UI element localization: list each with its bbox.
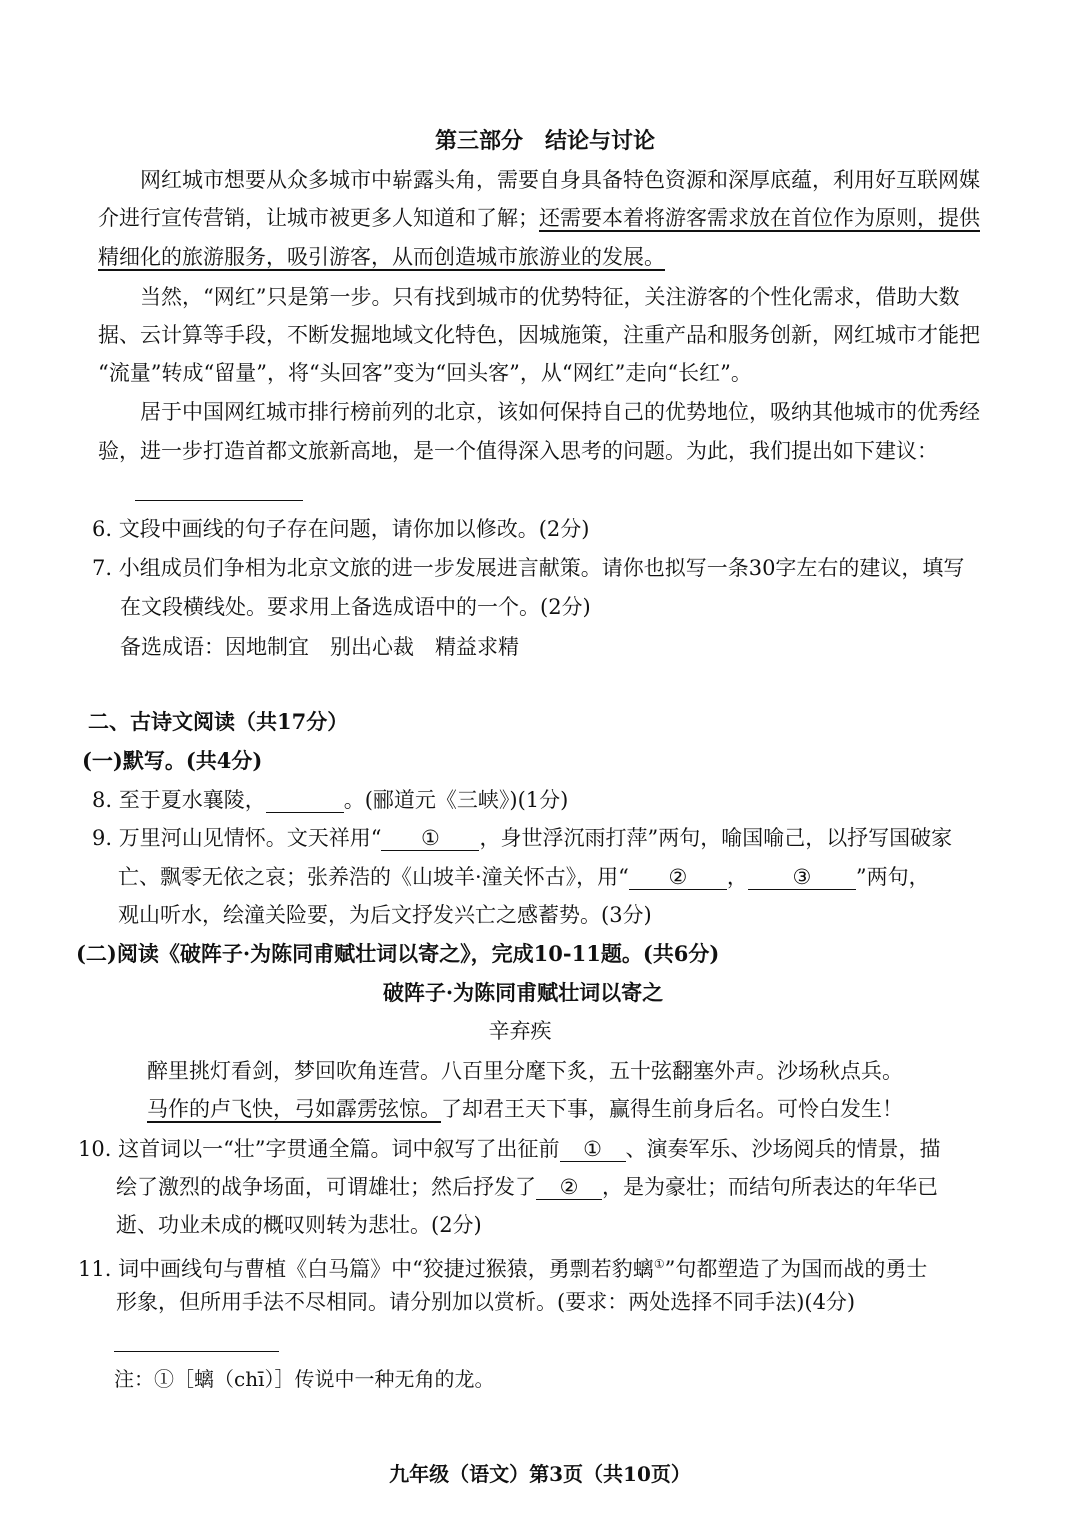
question-7-line-2: 在文段横线处。要求用上备选成语中的一个。(2分) (120, 595, 591, 619)
question-8-prefix: 8. 至于夏水襄陵， (92, 788, 266, 812)
paragraph-2-line-1: 当然，“网红”只是第一步。只有找到城市的优势特征，关注游客的个性化需求，借助大数 (140, 285, 960, 309)
underlined-sentence-part-2: 精细化的旅游服务，吸引游客，从而创造城市旅游业的发展。 (98, 245, 665, 269)
question-10-l2-prefix: 绘了激烈的战争场面，可谓雄壮；然后抒发了 (116, 1175, 536, 1199)
question-9-blank-3[interactable]: ③ (748, 865, 856, 890)
question-8 (92, 785, 568, 815)
section-2-title: 二、古诗文阅读（共17分） (88, 709, 349, 734)
footnote-marker: ① (653, 1257, 665, 1271)
poem-line-1: 醉里挑灯看剑，梦回吹角连营。八百里分麾下炙，五十弦翻塞外声。沙场秋点兵。 (147, 1059, 903, 1083)
paragraph-1-line-1: 网红城市想要从众多城市中崭露头角，需要自身具备特色资源和深厚底蕴，利用好互联网媒 (140, 168, 980, 192)
footnote-divider (114, 1351, 279, 1352)
question-9-separator: ， (726, 865, 748, 889)
question-7-idioms: 备选成语：因地制宜 别出心裁 精益求精 (120, 635, 519, 659)
question-6: 6. 文段中画线的句子存在问题，请你加以修改。(2分) (92, 517, 590, 541)
question-10-line-2 (116, 1172, 938, 1202)
question-9-l2-suffix: ”两句， (855, 865, 930, 889)
underlined-sentence-part-1: 还需要本着将游客需求放在首位作为原则，提供 (539, 206, 980, 230)
question-11-l1-suffix: ”句都塑造了为国而战的勇士 (664, 1257, 928, 1281)
question-10-blank-2[interactable]: ② (536, 1175, 602, 1200)
page-footer: 九年级（语文）第3页（共10页） (389, 1462, 691, 1486)
question-8-suffix: 。(郦道元《三峡》)(1分) (343, 788, 569, 812)
question-10-l2-suffix: ，是为豪壮；而结句所表达的年华已 (602, 1175, 938, 1199)
paragraph-3-line-1: 居于中国网红城市排行榜前列的北京，该如何保持自己的优势地位，吸纳其他城市的优秀经 (140, 400, 980, 424)
question-11-line-2: 形象，但所用手法不尽相同。请分别加以赏析。(要求：两处选择不同手法)(4分) (116, 1290, 856, 1314)
question-10-l1-prefix: 10. 这首词以一“壮”字贯通全篇。词中叙写了出征前 (78, 1137, 560, 1161)
poem-line-2-rest: 了却君王天下事，赢得生前身后名。可怜白发生！ (441, 1097, 903, 1121)
question-7-line-1: 7. 小组成员们争相为北京文旅的进一步发展进言献策。请你也拟写一条30字左右的建议，填写 (92, 556, 965, 580)
question-8-blank[interactable] (266, 788, 344, 813)
paragraph-2-line-2: 据、云计算等手段，不断发掘地域文化特色，因城施策，注重产品和服务创新，网红城市才能把 (98, 323, 980, 347)
question-10-line-1 (78, 1134, 941, 1164)
question-11-l1-prefix: 11. 词中画线句与曹植《白马篇》中“狡捷过猴猿，勇剽若豹螭 (78, 1257, 654, 1281)
question-9-line-2 (118, 862, 930, 892)
footnote: 注：①［螭（chī）］传说中一种无角的龙。 (114, 1367, 495, 1391)
question-9-l1-suffix: ，身世浮沉雨打萍”两句，喻国喻己，以抒写国破家 (479, 826, 953, 850)
question-9-blank-2[interactable]: ② (629, 865, 727, 890)
question-10-blank-1[interactable]: ① (560, 1137, 626, 1162)
suggestion-answer-line[interactable] (135, 500, 303, 501)
paragraph-2-line-3: “流量”转成“留量”，将“头回客”变为“回头客”，从“网红”走向“长红”。 (98, 361, 752, 385)
question-10-l1-suffix: 、演奏军乐、沙场阅兵的情景，描 (625, 1137, 941, 1161)
paragraph-1-line-2-text: 介进行宣传营销，让城市被更多人知道和了解； (98, 206, 539, 230)
question-9-l2-prefix: 亡、飘零无依之哀；张养浩的《山坡羊·潼关怀古》，用“ (118, 865, 629, 889)
question-11-line-1 (78, 1249, 927, 1284)
poem-title: 破阵子·为陈同甫赋壮词以寄之 (382, 980, 664, 1005)
paragraph-3-line-2: 验，进一步打造首都文旅新高地，是一个值得深入思考的问题。为此，我们提出如下建议： (98, 439, 938, 463)
paragraph-1-line-2 (98, 203, 980, 233)
question-9-l1-prefix: 9. 万里河山见情怀。文天祥用“ (92, 826, 382, 850)
question-9-blank-1[interactable]: ① (381, 826, 479, 851)
poem-underlined-line: 马作的卢飞快，弓如霹雳弦惊。 (147, 1097, 441, 1121)
question-9-line-1 (92, 823, 952, 853)
subsection-2-title: (二)阅读《破阵子·为陈同甫赋壮词以寄之》，完成10-11题。(共6分) (76, 941, 720, 966)
subsection-1-title: (一)默写。(共4分) (82, 748, 263, 773)
question-9-line-3: 观山听水，绘潼关险要，为后文抒发兴亡之感蓄势。(3分) (118, 903, 652, 927)
poem-line-2 (147, 1094, 903, 1124)
part3-heading: 第三部分 结论与讨论 (434, 128, 655, 154)
question-10-line-3: 逝、功业未成的概叹则转为悲壮。(2分) (116, 1213, 482, 1237)
poem-author: 辛弃疾 (488, 1019, 552, 1043)
